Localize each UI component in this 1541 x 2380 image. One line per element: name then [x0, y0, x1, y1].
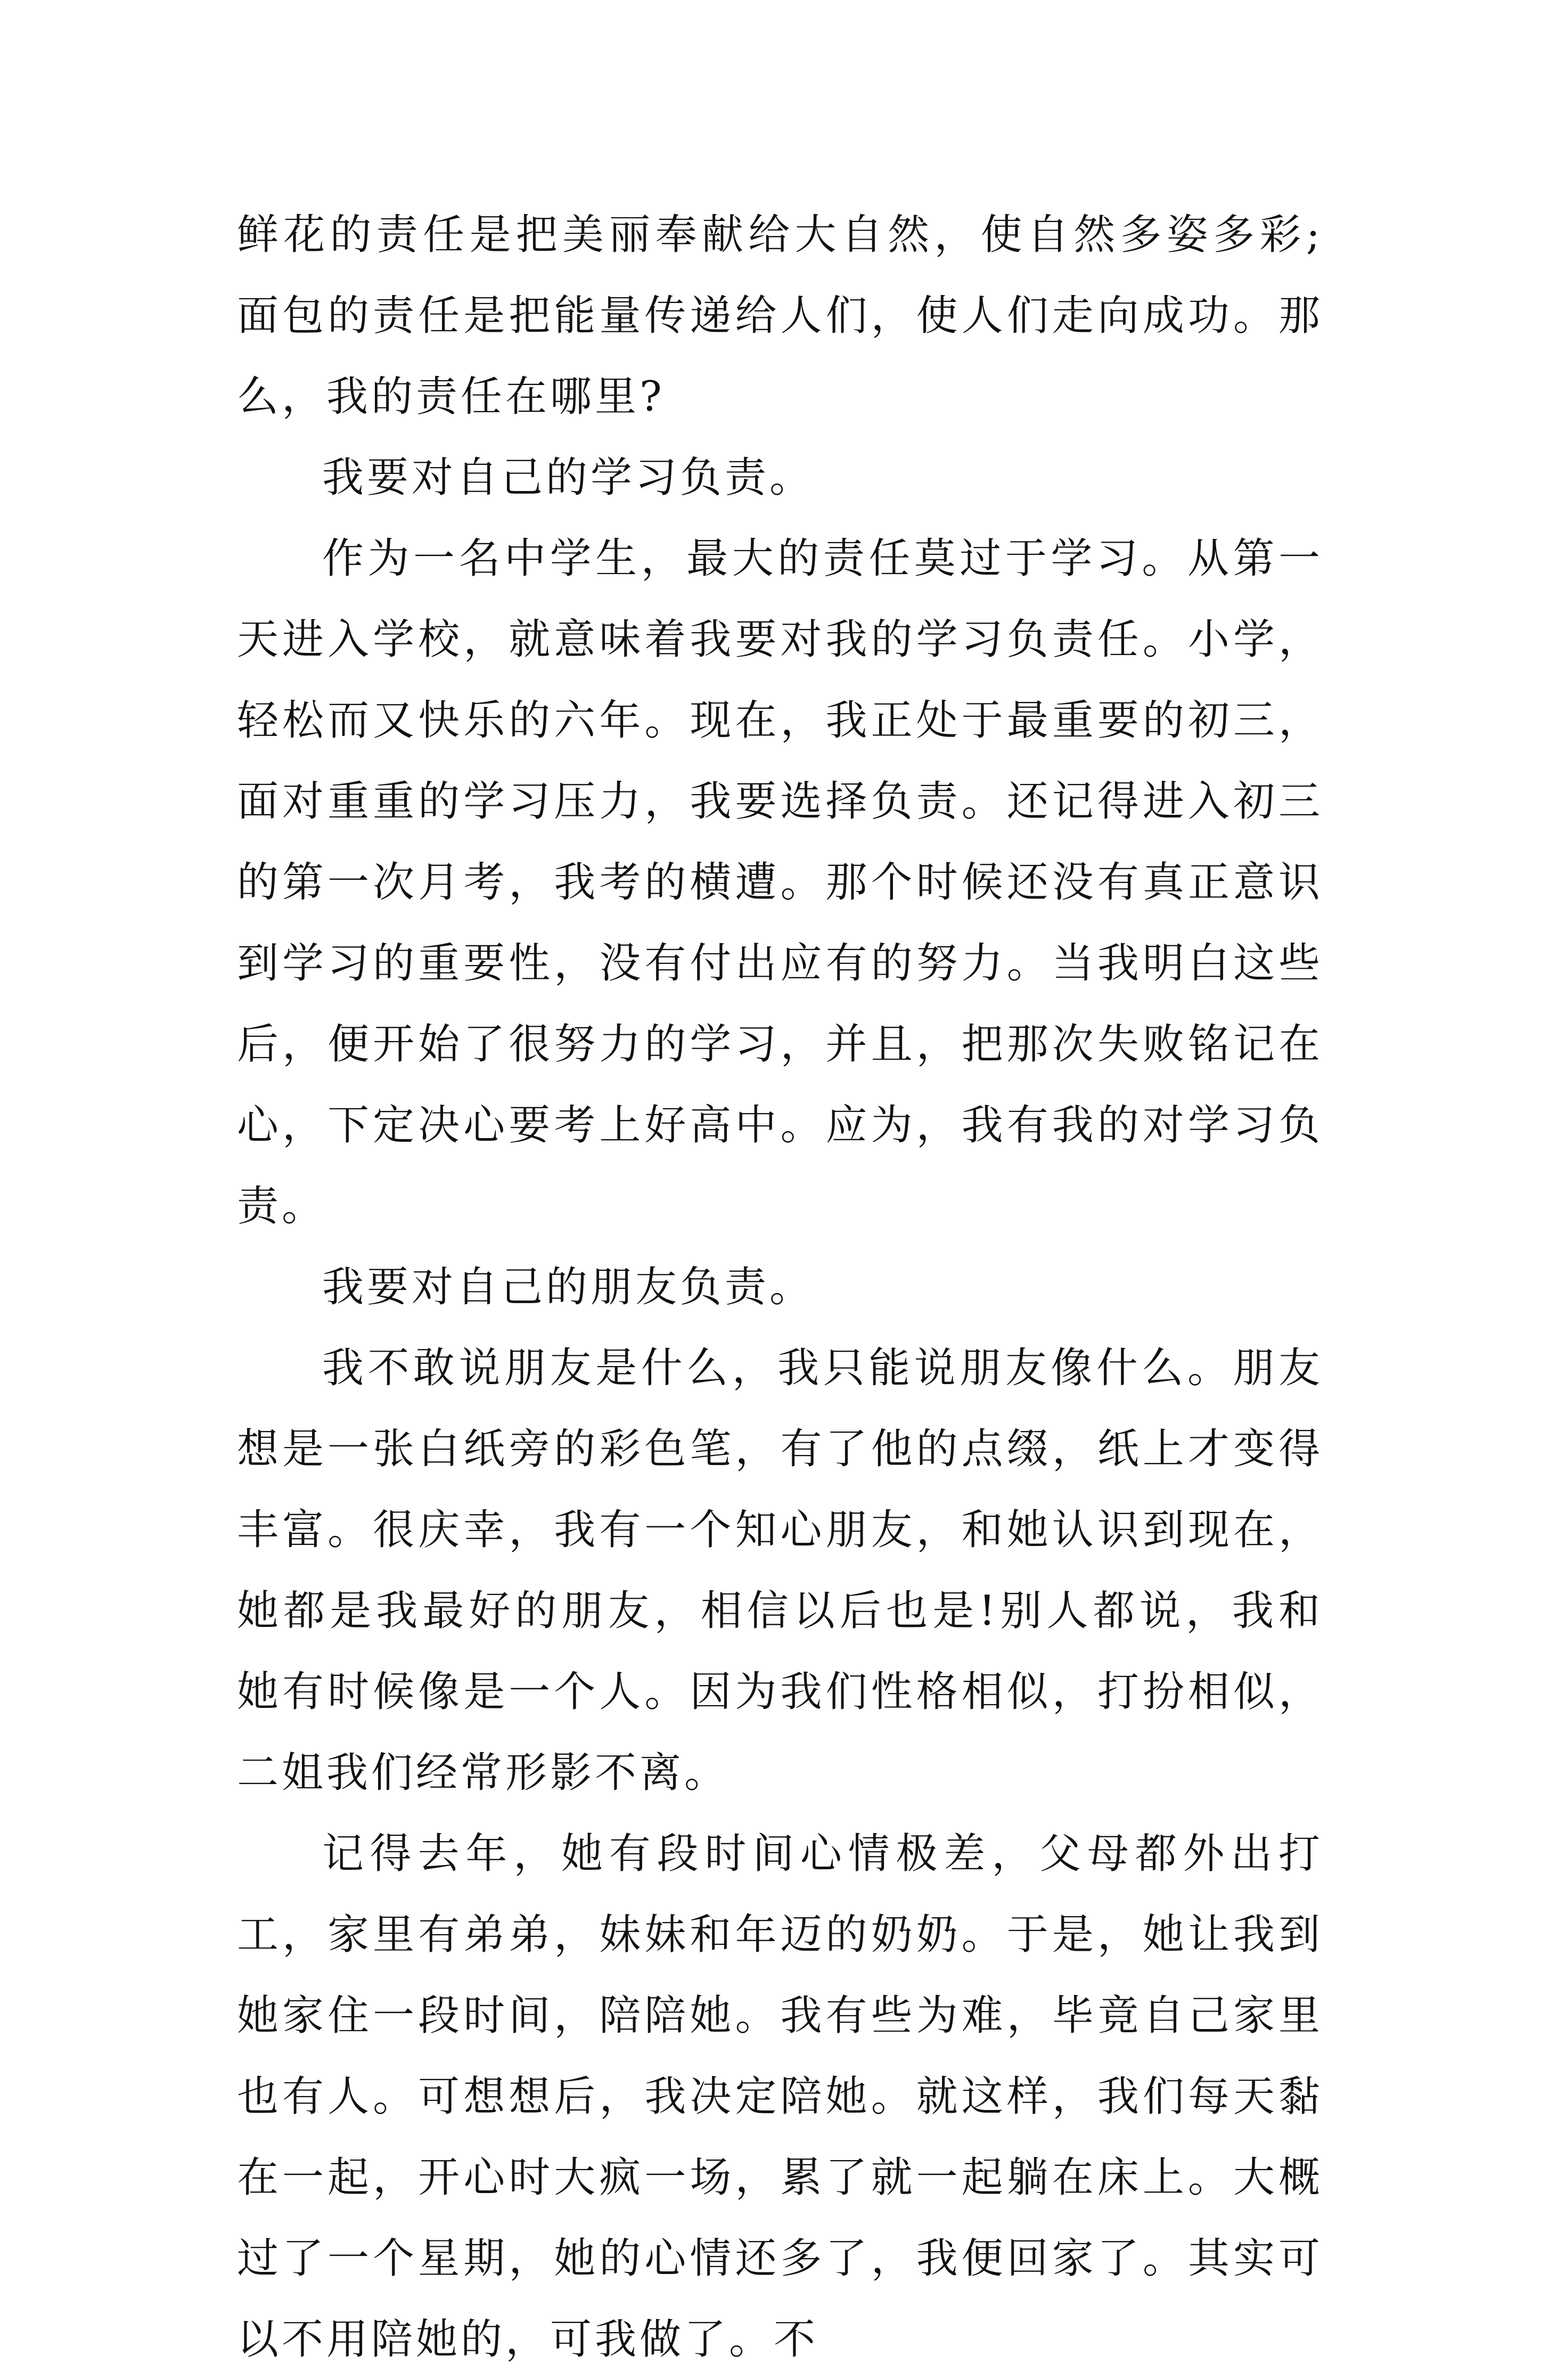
paragraph-3: 作为一名中学生，最大的责任莫过于学习。从第一天进入学校，就意味着我要对我的学习负责任。小学，轻松而又快乐的六年。现在，我正处于最重要的初三，面对重重的学习压力，我要选择负责。还记得进入初三的第一次月考，我考的横遭。那个时候还没有真正意识到学习的重要性，没有付出应有的努力。当我明白这些后，便开始了很努力的学习，并且，把那次失败铭记在心，下定决心要考上好高中。应为，我有我的对学习负责。: [237, 535, 1323, 1230]
paragraph-6: 记得去年，她有段时间心情极差，父母都外出打工，家里有弟弟，妹妹和年迈的奶奶。于是，她让我到她家住一段时间，陪陪她。我有些为难，毕竟自己家里也有人。可想想后，我决定陪她。就这样，我们每天黏在一起，开心时大疯一场，累了就一起躺在床上。大概过了一个星期，她的心情还多了，我便回家了。其实可以不用陪她的，可我做了。不: [237, 1830, 1323, 2363]
paragraph-5: 我不敢说朋友是什么，我只能说朋友像什么。朋友想是一张白纸旁的彩色笔，有了他的点缀，纸上才变得丰富。很庆幸，我有一个知心朋友，和她认识到现在，她都是我最好的朋友，相信以后也是!别人都说，我和她有时候像是一个人。因为我们性格相似，打扮相似，二姐我们经常形影不离。: [237, 1344, 1323, 1797]
paragraph-1: 鲜花的责任是把美丽奉献给大自然，使自然多姿多彩;面包的责任是把能量传递给人们，使人们走向成功。那么，我的责任在哪里?: [237, 211, 1323, 421]
paragraph-4-heading: 我要对自己的朋友负责。: [322, 1263, 815, 1311]
document-body: [237, 194, 1323, 2380]
paragraph-2-heading: 我要对自己的学习负责。: [322, 454, 815, 502]
